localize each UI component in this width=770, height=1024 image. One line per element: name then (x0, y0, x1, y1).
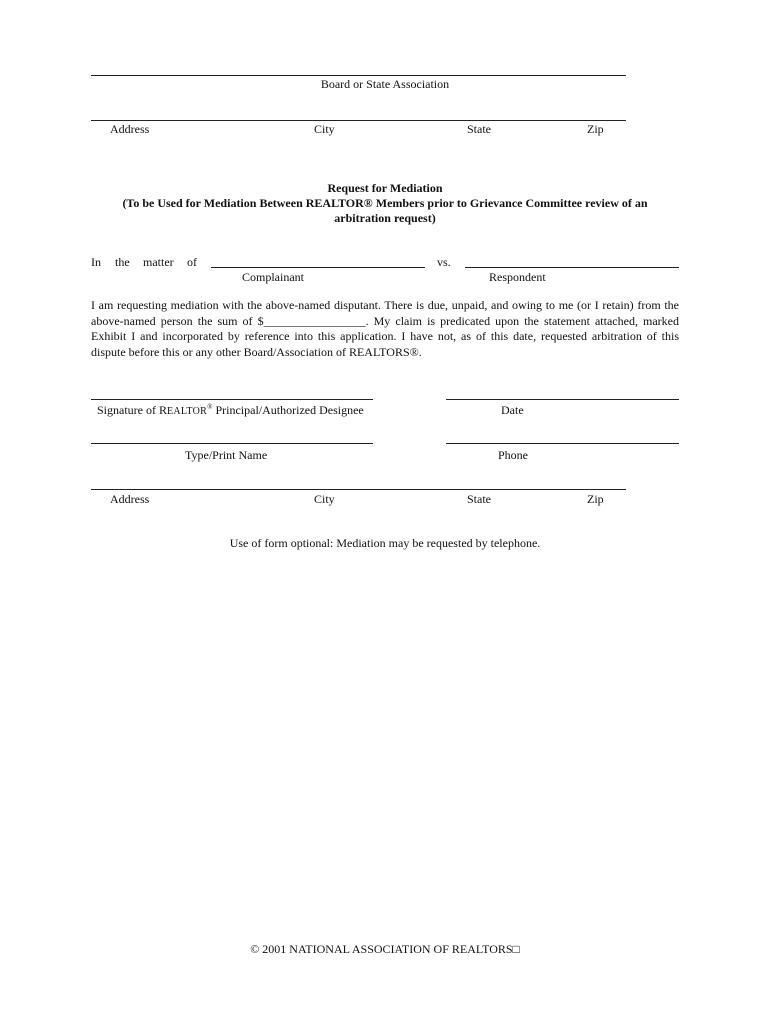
copyright-footer: © 2001 NATIONAL ASSOCIATION OF REALTORS□ (250, 942, 520, 956)
footer-zip-label: Zip (587, 492, 604, 506)
signature-label-smallcaps: EALTOR (167, 406, 208, 417)
respondent-label: Respondent (489, 270, 546, 284)
matter-the: the (115, 255, 130, 269)
type-print-label: Type/Print Name (185, 448, 268, 462)
footer-address-line[interactable] (91, 489, 626, 490)
signature-label (97, 403, 364, 418)
signature-label-prefix: Signature of R (97, 403, 167, 417)
signature-label-suffix: Principal/Authorized Designee (212, 403, 364, 417)
footer-address-label: Address (110, 492, 150, 506)
matter-vs: vs. (437, 255, 451, 269)
matter-of: of (187, 255, 197, 269)
matter-in: In (91, 255, 101, 269)
complainant-line[interactable] (211, 267, 425, 268)
form-subtitle-line1: (To be Used for Mediation Between REALTOR® Members prior to Grievance Committee review of an (122, 196, 648, 210)
complainant-label: Complainant (242, 270, 304, 284)
date-label: Date (501, 403, 524, 417)
footer-state-label: State (467, 492, 491, 506)
phone-label: Phone (498, 448, 528, 462)
header-address-line (91, 120, 626, 121)
board-label: Board or State Association (320, 77, 450, 91)
type-print-line[interactable] (91, 443, 373, 444)
date-line[interactable] (446, 399, 679, 400)
footer-city-label: City (314, 492, 335, 506)
signature-line[interactable] (91, 399, 373, 400)
respondent-line[interactable] (465, 267, 679, 268)
header-address-label: Address (110, 122, 150, 136)
board-line (91, 75, 626, 76)
form-title: Request for Mediation (327, 181, 443, 195)
matter-word: matter (143, 255, 174, 269)
header-city-label: City (314, 122, 335, 136)
signature-label-reg: ® (207, 403, 213, 411)
request-paragraph: I am requesting mediation with the above-named disputant. There is due, unpaid, and owing to me (or I retain) from the above-named person the sum of $_________________. My claim is predicated upon the statement attached, marked Exhibit I and incorporated by reference into this application. I have not, as of this date, requested arbitration of this dispute before this or any other Board/Association of REALTORS®. (91, 298, 679, 359)
header-zip-label: Zip (587, 122, 604, 136)
usage-note: Use of form optional: Mediation may be requested by telephone. (229, 536, 541, 550)
header-state-label: State (467, 122, 491, 136)
form-subtitle-line2: arbitration request) (334, 211, 436, 225)
phone-line[interactable] (446, 443, 679, 444)
